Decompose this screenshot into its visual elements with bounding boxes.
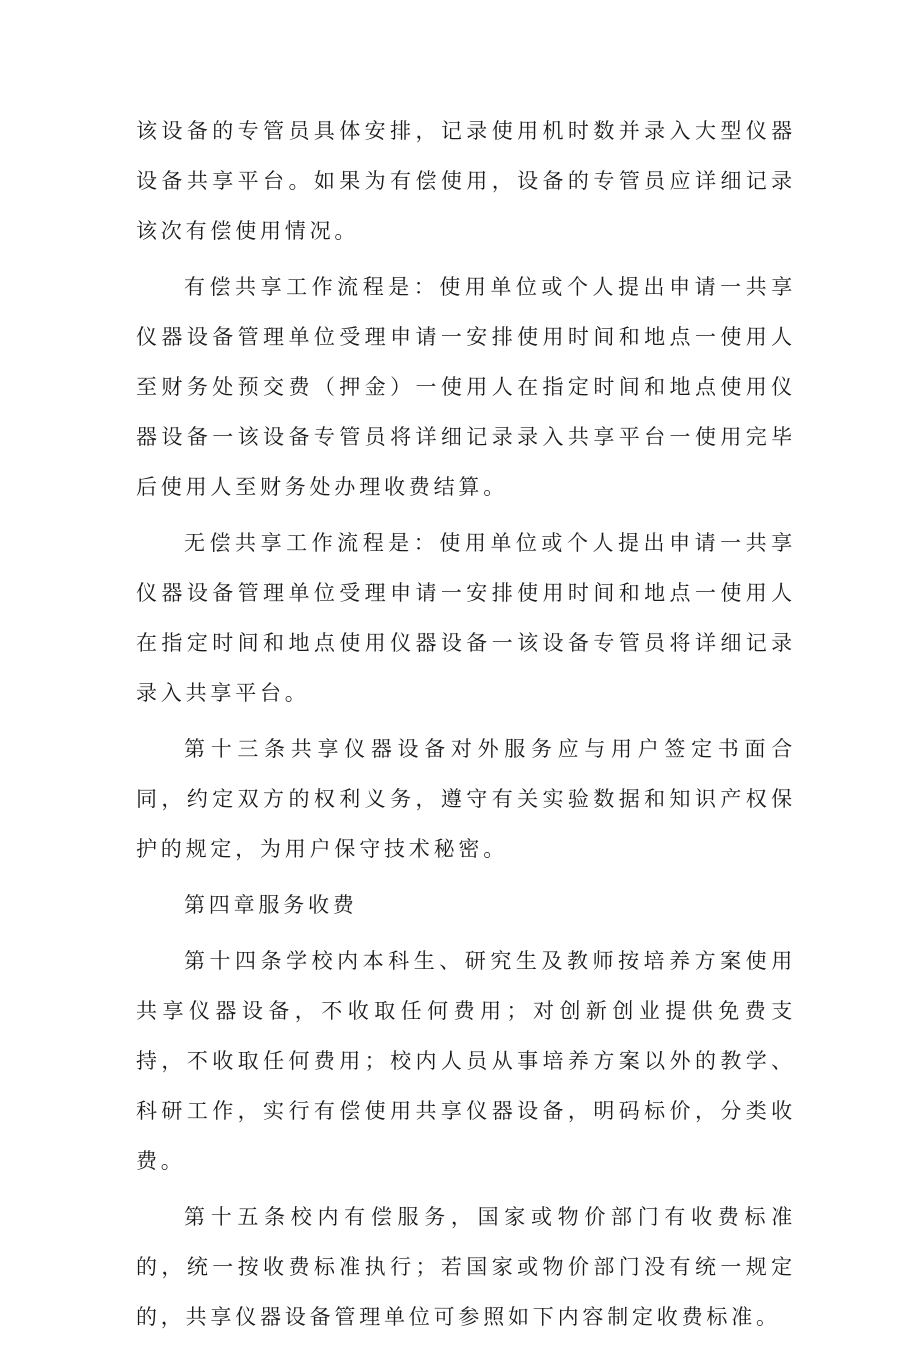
paragraph-article-13: 第十三条共享仪器设备对外服务应与用户签定书面合同，约定双方的权利义务，遵守有关实验数据和知识产权保护的规定，为用户保守技术秘密。 [136,737,796,861]
paragraph-article-14: 第十四条学校内本科生、研究生及教师按培养方案使用共享仪器设备，不收取任何费用；对创新创业提供免费支持，不收取任何费用；校内人员从事培养方案以外的教学、科研工作，实行有偿使用共享仪器设备，明码标价，分类收费。 [136,949,796,1173]
paragraph-continuation: 该设备的专管员具体安排，记录使用机时数并录入大型仪器设备共享平台。如果为有偿使用，设备的专管员应详细记录该次有偿使用情况。 [136,119,796,243]
document-body [136,106,796,1348]
paragraph-paid-sharing-process: 有偿共享工作流程是：使用单位或个人提出申请一共享仪器设备管理单位受理申请一安排使用时间和地点一使用人至财务处预交费（押金）一使用人在指定时间和地点使用仪器设备一该设备专管员将详细记录录入共享平台一使用完毕后使用人至财务处办理收费结算。 [136,275,796,499]
chapter-heading: 第四章服务收费 [184,893,358,917]
paragraph-article-15: 第十五条校内有偿服务，国家或物价部门有收费标准的，统一按收费标准执行；若国家或物价部门没有统一规定的，共享仪器设备管理单位可参照如下内容制定收费标准。 [136,1205,796,1329]
paragraph-free-sharing-process: 无偿共享工作流程是：使用单位或个人提出申请一共享仪器设备管理单位受理申请一安排使用时间和地点一使用人在指定时间和地点使用仪器设备一该设备专管员将详细记录录入共享平台。 [136,531,796,705]
